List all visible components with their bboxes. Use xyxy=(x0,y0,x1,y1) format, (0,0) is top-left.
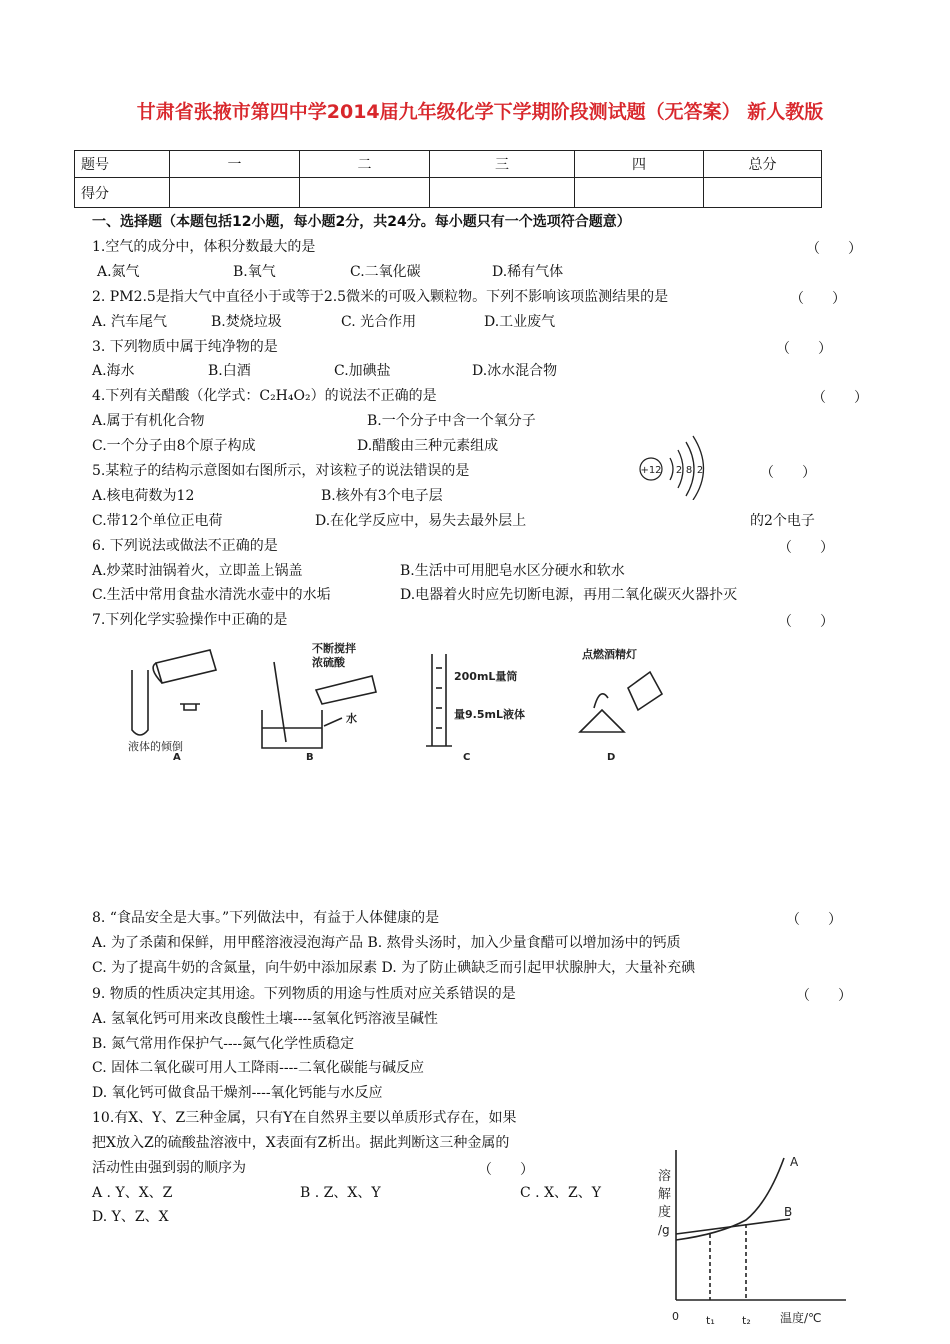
origin-label: 0 xyxy=(672,1310,679,1323)
curve-a-label: A xyxy=(790,1155,799,1169)
label-b: B xyxy=(306,752,314,760)
q3-option-c: C.加碘盐 xyxy=(334,363,391,379)
score-cell xyxy=(170,178,300,208)
q4-stem: 4.下列有关醋酸（化学式：C₂H₄O₂）的说法不正确的是 xyxy=(92,388,437,404)
q1-option-a: A.氮气 xyxy=(97,264,140,280)
test-tube xyxy=(132,670,148,735)
q1-option-d: D.稀有气体 xyxy=(492,264,564,280)
q8-options-ab: A. 为了杀菌和保鲜，用甲醛溶液浸泡海产品 B. 熬骨头汤时，加入少量食醋可以增加汤中的钙质 xyxy=(92,935,681,951)
q8-stem: 8. “食品安全是大事。”下列做法中，有益于人体健康的是 xyxy=(92,910,440,926)
q2-option-d: D.工业废气 xyxy=(484,314,556,330)
q1-stem: 1.空气的成分中，体积分数最大的是 xyxy=(92,239,316,255)
answer-paren: （ ） xyxy=(778,540,834,556)
tick-t2: t₂ xyxy=(742,1314,751,1327)
x-axis-label: 温度/℃ xyxy=(780,1311,822,1325)
q5-option-b: B.核外有3个电子层 xyxy=(321,488,443,504)
q5-option-c: C.带12个单位正电荷 xyxy=(92,513,223,529)
caption-b-water: 水 xyxy=(346,712,357,725)
q3-stem: 3. 下列物质中属于纯净物的是 xyxy=(92,339,278,355)
second-lamp xyxy=(628,672,662,710)
tick-t1: t₁ xyxy=(706,1314,715,1327)
q3-option-a: A.海水 xyxy=(92,363,135,379)
shell-electrons: 2 xyxy=(696,465,704,476)
y-label-char: 溶 xyxy=(658,1169,672,1184)
lamp-flame xyxy=(594,694,608,708)
q6-option-b: B.生活中可用肥皂水区分硬水和软水 xyxy=(400,563,625,579)
q5-option-d-cont: 的2个电子 xyxy=(750,513,815,529)
q10-option-b: B . Z、X、Y xyxy=(300,1185,381,1201)
caption-b-top2: 浓硫酸 xyxy=(312,656,345,669)
q6-stem: 6. 下列说法或做法不正确的是 xyxy=(92,538,278,554)
q10-option-d: D. Y、Z、X xyxy=(92,1209,169,1225)
y-label-char: 解 xyxy=(658,1187,672,1202)
q8-options-cd: C. 为了提高牛奶的含氮量，向牛奶中添加尿素 D. 为了防止碘缺乏而引起甲状腺肿大，大量补充碘 xyxy=(92,960,696,976)
q2-option-c: C. 光合作用 xyxy=(341,314,417,330)
answer-paren: （ ） xyxy=(812,390,868,406)
shell-arc xyxy=(670,458,673,480)
y-label-unit: /g xyxy=(658,1223,670,1237)
q5-stem: 5.某粒子的结构示意图如右图所示，对该粒子的说法错误的是 xyxy=(92,463,470,479)
q4-option-b: B.一个分子中含一个氧分子 xyxy=(367,413,536,429)
caption-c-bottom: 量9.5mL液体 xyxy=(454,708,525,721)
score-cell xyxy=(704,178,822,208)
lab-operations-figure xyxy=(110,638,670,760)
caption-c-top: 200mL量筒 xyxy=(454,670,518,683)
q7-stem: 7.下列化学实验操作中正确的是 xyxy=(92,612,288,628)
q5-option-d: D.在化学反应中，易失去最外层上 xyxy=(315,513,527,529)
answer-paren: （ ） xyxy=(790,291,846,307)
q10-stem-line3: 活动性由强到弱的顺序为 xyxy=(92,1160,246,1176)
answer-paren: （ ） xyxy=(806,241,862,257)
glass-rod xyxy=(274,662,286,742)
answer-paren: （ ） xyxy=(478,1162,534,1178)
score-table-header-row xyxy=(75,151,822,178)
score-cell xyxy=(300,178,430,208)
q9-option-d: D. 氧化钙可做食品干燥剂----氧化钙能与水反应 xyxy=(92,1085,383,1101)
q4-option-c: C.一个分子由8个原子构成 xyxy=(92,438,256,454)
beaker xyxy=(262,710,322,748)
score-table xyxy=(74,150,822,208)
q1-option-b: B.氧气 xyxy=(233,264,276,280)
document-title: 甘肃省张掖市第四中学2014届九年级化学下学期阶段测试题（无答案） 新人教版 xyxy=(136,101,824,123)
q3-option-b: B.白酒 xyxy=(208,363,251,379)
answer-paren: （ ） xyxy=(776,341,832,357)
water-pointer xyxy=(324,718,342,726)
label-a: A xyxy=(173,752,181,760)
score-table-score-row xyxy=(75,178,822,208)
solubility-chart xyxy=(650,1140,860,1340)
alcohol-lamp xyxy=(580,710,624,732)
q10-stem-line1: 10.有X、Y、Z三种金属，只有Y在自然界主要以单质形式存在，如果 xyxy=(92,1110,517,1126)
q9-option-c: C. 固体二氧化碳可用人工降雨----二氧化碳能与碱反应 xyxy=(92,1060,425,1076)
curve-b-label: B xyxy=(784,1205,793,1219)
shell-electrons: 2 xyxy=(675,465,683,476)
q6-option-c: C.生活中常用食盐水清洗水壶中的水垢 xyxy=(92,587,331,603)
q2-stem: 2. PM2.5是指大气中直径小于或等于2.5微米的可吸入颗粒物。下列不影响该项监测结果的是 xyxy=(92,289,669,305)
acid-bottle xyxy=(316,676,376,704)
nucleus-charge: +12 xyxy=(640,465,662,476)
score-cell xyxy=(430,178,575,208)
q5-option-a: A.核电荷数为12 xyxy=(92,488,195,504)
answer-paren: （ ） xyxy=(796,988,852,1004)
score-cell xyxy=(575,178,704,208)
q6-option-d: D.电器着火时应先切断电源，再用二氧化碳灭火器扑灭 xyxy=(400,587,738,603)
atom-structure-diagram xyxy=(632,430,722,500)
caption-d-top: 点燃酒精灯 xyxy=(582,648,637,661)
header-cell: 总分 xyxy=(704,151,822,178)
header-cell: 二 xyxy=(300,151,430,178)
header-cell: 题号 xyxy=(75,151,170,178)
q9-option-a: A. 氢氧化钙可用来改良酸性土壤----氢氧化钙溶液呈碱性 xyxy=(92,1011,438,1027)
q4-option-d: D.醋酸由三种元素组成 xyxy=(357,438,499,454)
reagent-bottle xyxy=(156,650,216,683)
header-cell: 三 xyxy=(430,151,575,178)
q2-option-b: B.焚烧垃圾 xyxy=(211,314,282,330)
answer-paren: （ ） xyxy=(786,912,842,928)
y-label-char: 度 xyxy=(658,1205,672,1220)
q3-option-d: D.冰水混合物 xyxy=(472,363,558,379)
answer-paren: （ ） xyxy=(760,465,816,481)
q9-stem: 9. 物质的性质决定其用途。下列物质的用途与性质对应关系错误的是 xyxy=(92,986,516,1002)
caption-a: 液体的倾倒 xyxy=(128,740,183,753)
shell-electrons: 8 xyxy=(685,465,693,476)
answer-paren: （ ） xyxy=(778,614,834,630)
row-label: 得分 xyxy=(75,178,170,208)
q2-option-a: A. 汽车尾气 xyxy=(92,314,168,330)
q1-option-c: C.二氧化碳 xyxy=(350,264,421,280)
q10-stem-line2: 把X放入Z的硫酸盐溶液中，X表面有Z析出。据此判断这三种金属的 xyxy=(92,1135,510,1151)
q9-option-b: B. 氮气常用作保护气----氮气化学性质稳定 xyxy=(92,1036,355,1052)
q10-option-c: C . X、Z、Y xyxy=(520,1185,601,1201)
stopper xyxy=(180,704,200,710)
label-d: D xyxy=(607,752,616,760)
section-heading: 一、选择题（本题包括12小题，每小题2分，共24分。每小题只有一个选项符合题意） xyxy=(92,214,631,230)
q6-option-a: A.炒菜时油锅着火，立即盖上锅盖 xyxy=(92,563,303,579)
curve-b xyxy=(676,1219,790,1234)
q10-option-a: A . Y、X、Z xyxy=(92,1185,173,1201)
header-cell: 一 xyxy=(170,151,300,178)
caption-b-top1: 不断搅拌 xyxy=(312,642,356,655)
header-cell: 四 xyxy=(575,151,704,178)
q4-option-a: A.属于有机化合物 xyxy=(92,413,205,429)
label-c: C xyxy=(463,752,471,760)
